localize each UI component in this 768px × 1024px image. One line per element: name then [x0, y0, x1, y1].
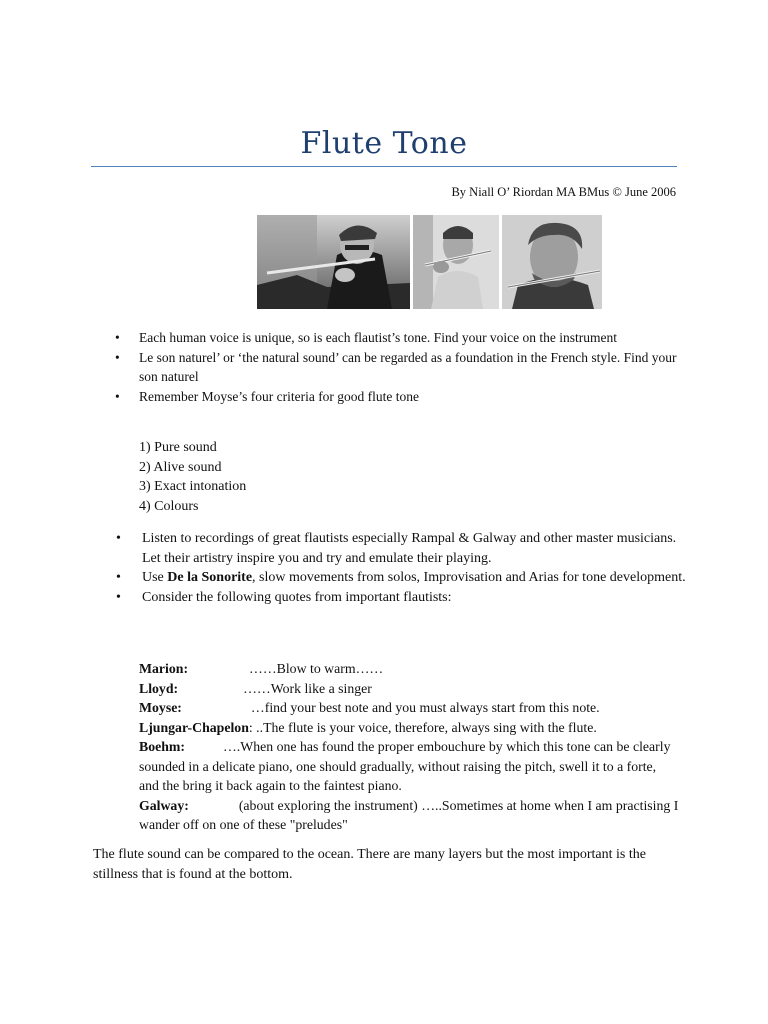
list-item: • Remember Moyse’s four criteria for good flute tone	[91, 387, 691, 407]
flautist-photos	[257, 215, 602, 309]
list-item: • Each human voice is unique, so is each flautist’s tone. Find your voice on the instrument	[91, 328, 691, 348]
quote-text: : ..The flute is your voice, therefore, always sing with the flute.	[248, 719, 597, 735]
list-item: • Listen to recordings of great flautists especially Rampal & Galway and other master musicians. Let their artistry inspire you and try and emulate their playing.	[91, 529, 691, 568]
quote-text: ……Blow to warm……	[249, 661, 384, 676]
quote-author: Galway:	[139, 797, 189, 813]
list-item	[91, 568, 691, 588]
quote-author: Ljungar-Chapelon	[139, 719, 249, 735]
quote-boehm	[139, 737, 679, 796]
quote-text: (about exploring the instrument) …..Sometimes at home when I am practising I wander off on one of these "preludes"	[139, 797, 679, 832]
tone-bullet-list	[91, 328, 691, 406]
quote-marion	[139, 659, 679, 679]
document-title: Flute Tone	[300, 126, 468, 161]
title-underline	[91, 166, 677, 167]
quote-author: Lloyd:	[139, 680, 179, 696]
quote-text: ……Work like a singer	[243, 680, 372, 696]
flautist-photo-1	[257, 215, 410, 309]
practice-bullet-list	[91, 529, 691, 607]
closing-paragraph: The flute sound can be compared to the ocean. There are many layers but the most important is the stillness that is found at the bottom.	[93, 847, 646, 882]
author-byline: By Niall O’ Riordan MA BMus © June 2006	[451, 185, 676, 199]
quote-lloyd	[139, 679, 679, 699]
quote-text: ….When one has found the proper embouchure by which this tone can be clearly sounded in a delicate piano, one should gradually, without raising the pitch, swell it to a forte, and the bring it back again to the faintest piano.	[139, 739, 671, 793]
book-title: De la Sonorite	[167, 570, 253, 585]
quote-author: Marion:	[139, 661, 189, 676]
flautist-photo-3	[502, 215, 602, 309]
list-item-text: Use	[142, 570, 168, 585]
quote-text: …find your best note and you must always start from this note.	[250, 700, 600, 715]
flautist-quotes	[139, 659, 679, 835]
quote-moyse	[139, 698, 679, 718]
quote-author: Boehm:	[139, 739, 185, 754]
list-item: • Le son naturel’ or ‘the natural sound’ can be regarded as a foundation in the French style. Find your son naturel	[91, 348, 691, 387]
quote-galway	[139, 796, 679, 835]
flautist-photo-2	[413, 215, 499, 309]
quote-author: Moyse:	[139, 700, 182, 715]
moyse-criteria-list	[139, 438, 246, 516]
list-item: • Consider the following quotes from important flautists:	[91, 588, 691, 608]
quote-ljungar-chapelon	[139, 718, 679, 738]
list-item: 4) Colours	[139, 498, 199, 514]
list-item: 3) Exact intonation	[139, 479, 247, 494]
list-item: 2) Alive sound	[139, 459, 222, 475]
list-item: 1) Pure sound	[139, 440, 217, 455]
list-item-text: , slow movements from solos, Improvisation and Arias for tone development.	[252, 570, 686, 585]
